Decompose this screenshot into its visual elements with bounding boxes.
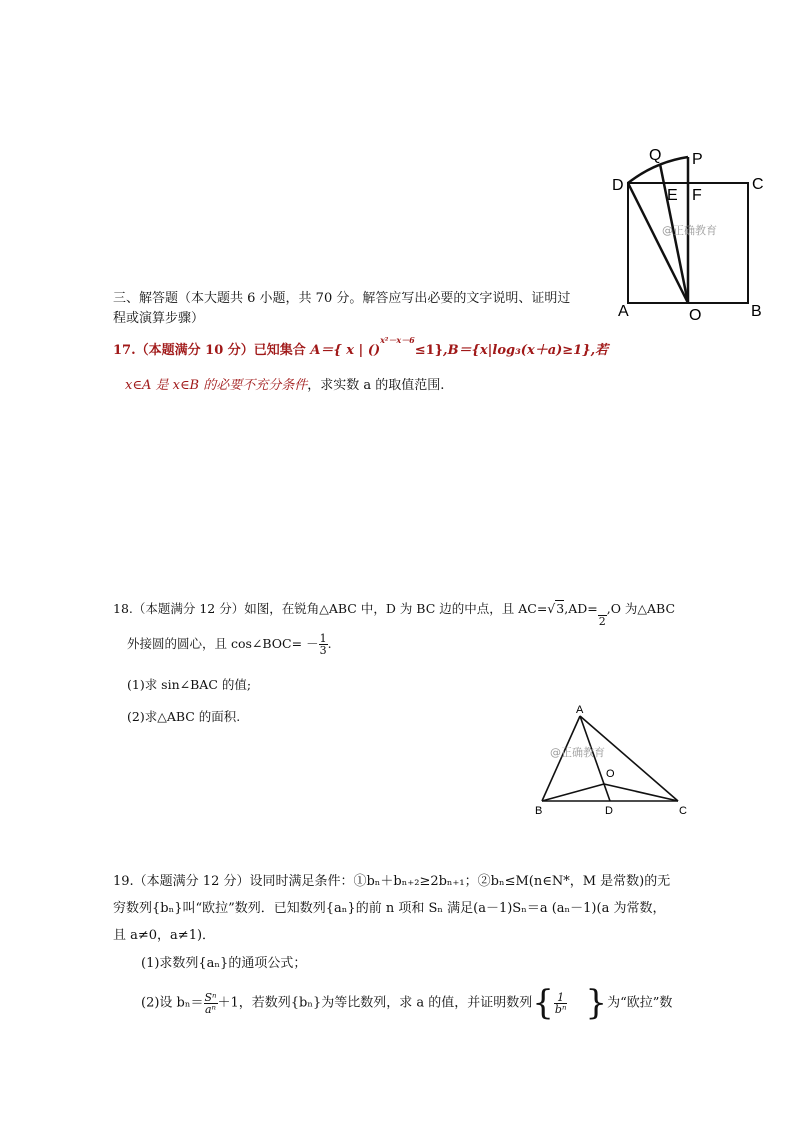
label-c: C (679, 805, 687, 817)
section-heading-line2: 程或演算步骤） (113, 311, 205, 326)
q18-text: 如图，在锐角△ABC 中，D 为 BC 边的中点，且 AC= (244, 601, 548, 616)
question-19-line1 (113, 870, 670, 889)
q18-cos-fraction (319, 633, 328, 656)
segment-ob (542, 784, 604, 801)
line-do (628, 183, 688, 303)
q18-ad-fraction (598, 604, 607, 627)
q19-line2: 穷数列{bₙ}叫“欧拉”数列．已知数列{aₙ}的前 n 项和 Sₙ 满足(a－1)Sₙ＝a (aₙ－1)(a 为常数， (113, 901, 666, 916)
q18-part2: (2)求△ABC 的面积. (127, 709, 241, 724)
q17-condition: x∈A 是 x∈B 的必要不充分条件 (125, 378, 308, 393)
q19-line3: 且 a≠0，a≠1)． (113, 928, 216, 943)
label-b: B (535, 805, 543, 817)
watermark: @正确教育 (550, 746, 605, 759)
q19-line1: 设同时满足条件：①bₙ＋bₙ₊₂≥2bₙ₊₁；②bₙ≤M(n∈N*，M 是常数)的无 (249, 874, 671, 889)
q18-cos-num: 1 (319, 632, 327, 645)
q19-bn-fraction (204, 992, 218, 1015)
q19-p2-b: ＋1，若数列{bₙ}为等比数列，求 a 的值，并证明数列 (217, 995, 533, 1011)
q19-bn-den: aⁿ (204, 1002, 217, 1016)
right-brace: } (585, 983, 608, 1023)
label-d: D (605, 805, 613, 817)
label-a: A (618, 303, 629, 320)
q17-head: 17.（本题满分 10 分） (113, 343, 254, 358)
q19-recip-num: 1 (554, 992, 568, 1004)
question-18-line2 (127, 633, 332, 656)
q18-line2: 外接圆的圆心，且 cos∠BOC= － (127, 636, 319, 651)
q17-set-b: ,B＝{x|log₃(x＋a)≥1},若 (443, 343, 609, 358)
label-c: C (752, 176, 764, 193)
label-b: B (751, 303, 762, 320)
question-17-line2 (125, 374, 444, 393)
q18-cos-den: 3 (319, 644, 327, 657)
q17-set-a: A＝{ x | () (310, 343, 381, 358)
square-arc-figure (600, 140, 780, 330)
q17-exponent: x²－x－6 (380, 334, 415, 345)
q19-part1: (1)求数列{aₙ}的通项公式； (141, 956, 307, 971)
q17-set-a-close: ≤1} (414, 343, 444, 358)
q18-ad: ,AD= (564, 601, 598, 616)
label-p: P (692, 151, 703, 168)
q19-recip-fraction (554, 992, 568, 1015)
question-17-line1 (113, 334, 609, 358)
q18-ad-den: 2 (598, 615, 606, 628)
section-heading-line1: 三、解答题（本大题共 6 小题，共 70 分。解答应写出必要的文字说明、证明过 (113, 291, 571, 306)
q18-sqrt3: 3 (556, 601, 565, 616)
label-o: O (689, 307, 702, 324)
question-18-line1 (113, 598, 676, 628)
watermark: @正确教育 (662, 224, 717, 237)
label-e: E (667, 187, 678, 204)
q17-rest: ，求实数 a 的取值范围. (307, 378, 445, 393)
q19-bn-num: Sⁿ (204, 990, 217, 1004)
left-brace: { (532, 983, 554, 1023)
label-q: Q (649, 147, 662, 164)
q19-recip-den: bⁿ (554, 1002, 567, 1016)
q18-head: 18.（本题满分 12 分） (113, 601, 245, 616)
q18-line2-end: . (327, 636, 332, 651)
q18-part1: (1)求 sin∠BAC 的值; (127, 677, 252, 692)
q19-part2 (141, 983, 673, 1023)
label-a: A (576, 704, 584, 716)
q18-text-end: ,O 为△ABC (606, 601, 676, 616)
q17-text: 已知集合 (253, 343, 306, 358)
q19-p2-c: 为“欧拉”数 (607, 995, 673, 1011)
label-o: O (606, 768, 615, 780)
label-f: F (692, 187, 702, 204)
q19-p2-a: (2)设 bₙ＝ (141, 995, 204, 1011)
sqrt-symbol: √ (547, 601, 556, 616)
triangle-figure (530, 702, 700, 822)
segment-oc (604, 784, 678, 801)
label-d: D (612, 177, 624, 194)
q19-head: 19.（本题满分 12 分） (113, 874, 250, 889)
